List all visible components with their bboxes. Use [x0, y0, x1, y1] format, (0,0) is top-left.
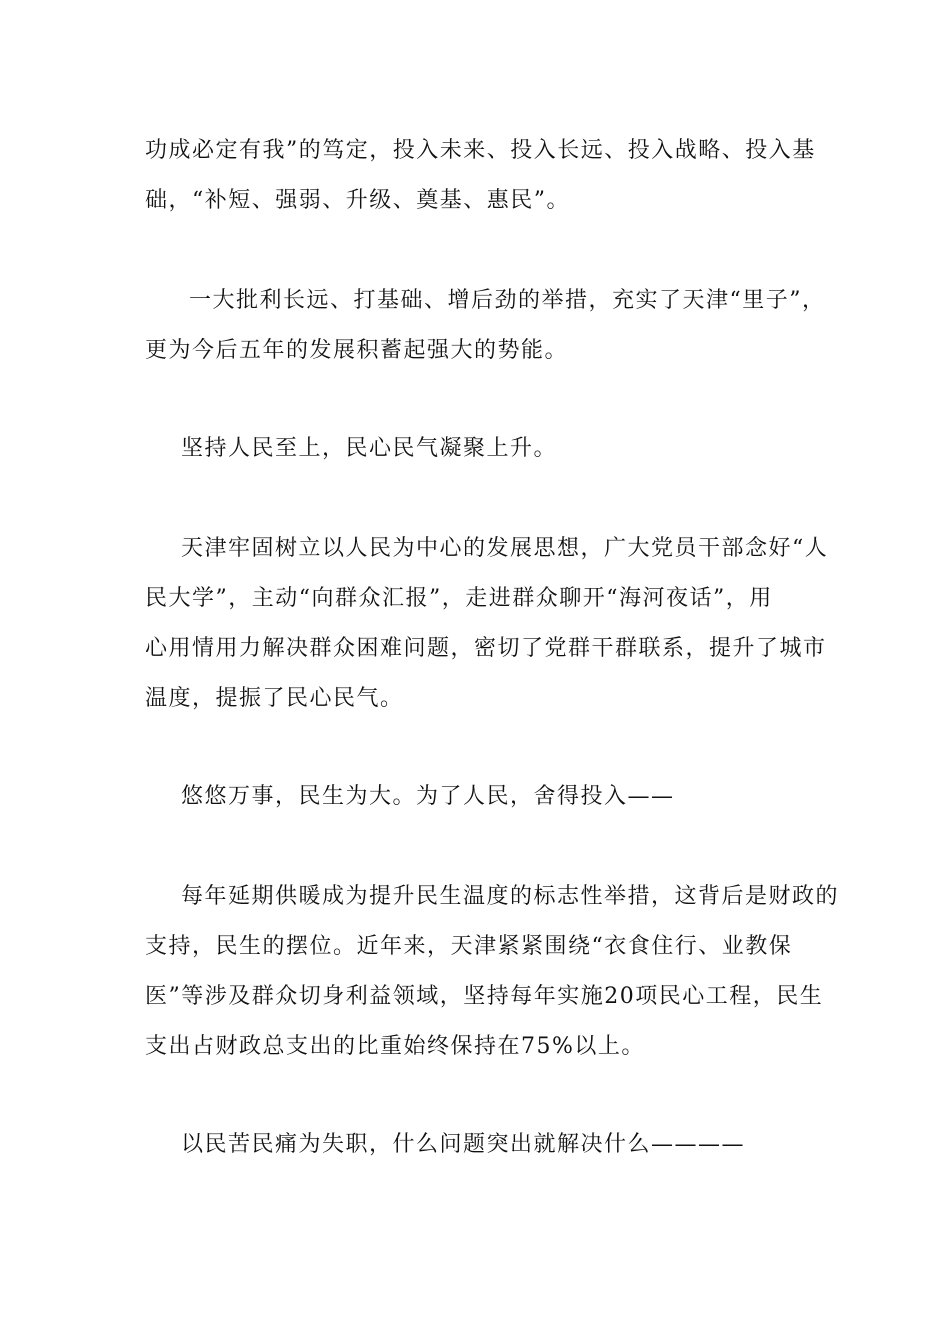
paragraph-line: 医”等涉及群众切身利益领域，坚持每年实施20项民心工程，民生 — [145, 984, 824, 1009]
paragraph-6 — [145, 872, 840, 1072]
paragraph-line: 支持，民生的摆位。近年来，天津紧紧围绕“衣食住行、业教保 — [145, 934, 793, 959]
paragraph-1 — [145, 126, 816, 226]
paragraph-7 — [145, 1120, 810, 1170]
paragraph-line: 天津牢固树立以人民为中心的发展思想，广大党员干部念好“人 — [181, 536, 829, 561]
paragraph-line: 础，“补短、强弱、升级、奠基、惠民”。 — [145, 188, 570, 213]
paragraph-line: 悠悠万事，民生为大。为了人民，舍得投入—— — [181, 784, 675, 809]
paragraph-5 — [145, 772, 810, 822]
paragraph-line: 支出占财政总支出的比重始终保持在75%以上。 — [145, 1034, 645, 1059]
paragraph-line: 一大批利长远、打基础、增后劲的举措，充实了天津“里子”， — [189, 288, 826, 313]
paragraph-4 — [145, 524, 829, 724]
paragraph-line: 温度，提振了民心民气。 — [145, 686, 404, 711]
paragraph-line: 民大学”，主动“向群众汇报”，走进群众聊开“海河夜话”，用 — [145, 586, 773, 611]
paragraph-line: 坚持人民至上，民心民气凝聚上升。 — [181, 436, 558, 461]
paragraph-3 — [145, 424, 810, 474]
paragraph-2 — [145, 276, 826, 376]
paragraph-line: 以民苦民痛为失职，什么问题突出就解决什么———— — [181, 1132, 746, 1157]
paragraph-line: 心用情用力解决群众困难问题，密切了党群干群联系，提升了城市 — [145, 636, 827, 661]
paragraph-line: 每年延期供暖成为提升民生温度的标志性举措，这背后是财政的 — [181, 884, 840, 909]
paragraph-line: 更为今后五年的发展积蓄起强大的势能。 — [145, 338, 569, 363]
paragraph-line: 功成必定有我”的笃定，投入未来、投入长远、投入战略、投入基 — [145, 138, 816, 163]
